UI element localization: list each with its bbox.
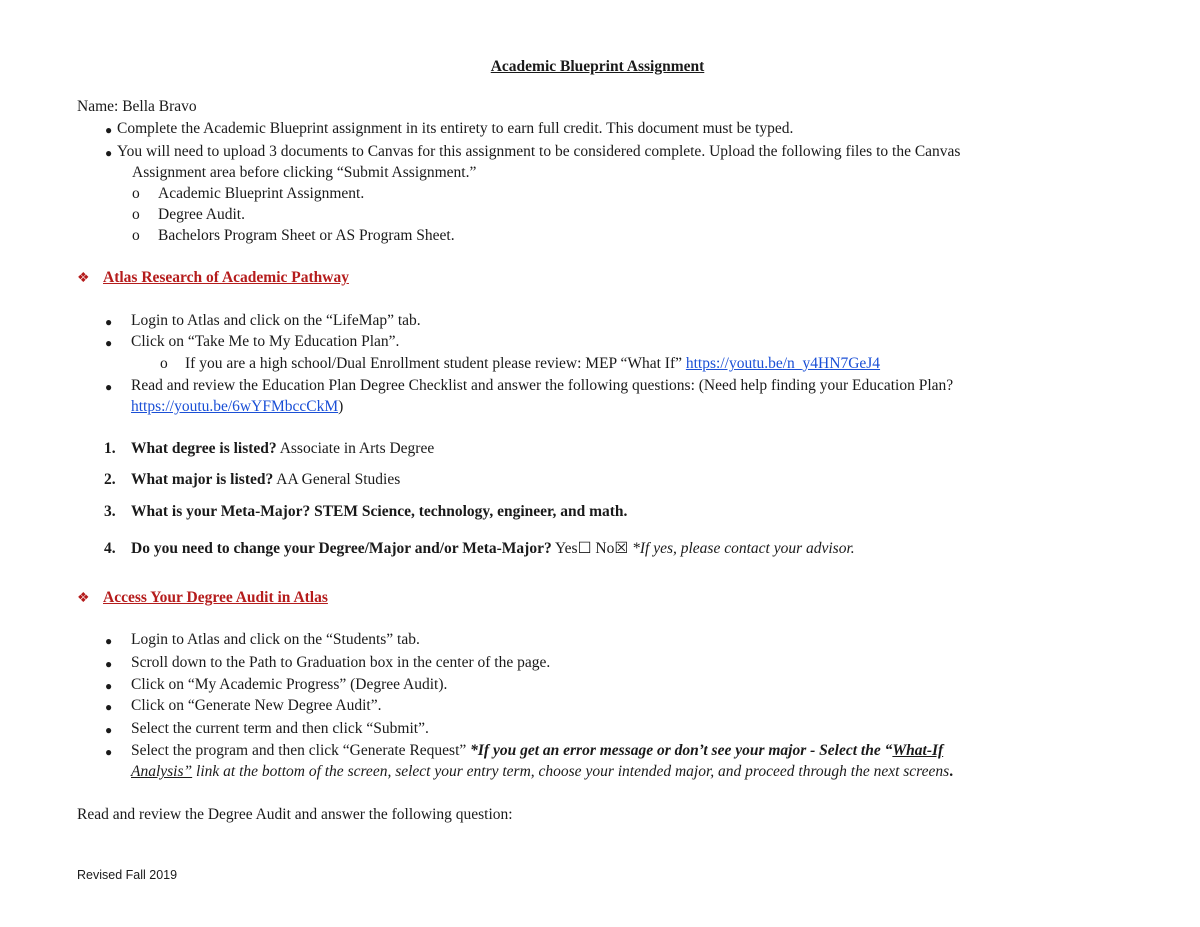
question-3-number: 3. [104,503,116,520]
section2-bullet-3: Click on “My Academic Progress” (Degree Audit). [131,676,448,693]
no-checkbox-checked[interactable]: ☒ [614,540,629,557]
bullet-icon: ● [105,380,113,394]
question-1-answer[interactable]: Associate in Arts Degree [276,440,435,457]
upload-file-3: Bachelors Program Sheet or AS Program Sheet. [158,227,455,244]
bullet-6-note-2: link at the bottom of the screen, select your entry term, choose your intended major, and proceed through the next screens [192,763,950,780]
section1-sub-item [185,355,880,374]
sub-item-text: If you are a high school/Dual Enrollment student please review: MEP “What If” [185,355,686,372]
no-label: No [591,540,615,557]
closing-paren: ) [338,398,344,415]
question-4-label: Do you need to change your Degree/Major and/or Meta-Major? [131,540,552,557]
question-1 [131,440,434,459]
upload-file-1: Academic Blueprint Assignment. [158,185,365,202]
section2-bullet-6 [131,742,943,761]
question-4-number: 4. [104,540,116,557]
yes-label: Yes [551,540,578,557]
question-1-label: What degree is listed? [131,440,277,457]
bullet-icon: ● [105,315,113,329]
document-title: Academic Blueprint Assignment [490,58,705,75]
section-heading-degree-audit: Access Your Degree Audit in Atlas [103,589,328,606]
bullet-icon: ● [105,679,113,693]
education-plan-help-link[interactable]: https://youtu.be/6wYFMbccCkM [131,398,339,415]
bullet-icon: ● [105,146,113,160]
bullet-icon: ● [105,745,113,759]
sub-bullet-marker: o [132,206,140,223]
bullet-icon: ● [105,723,113,737]
section1-bullet-3-cont [131,398,343,417]
sub-bullet-marker: o [160,355,168,372]
section1-bullet-2: Click on “Take Me to My Education Plan”. [131,333,400,350]
section2-bullet-4: Click on “Generate New Degree Audit”. [131,697,382,714]
bullet-6-note: *If you get an error message or don’t see your major - Select the “ [470,742,893,759]
mep-what-if-link[interactable]: https://youtu.be/n_y4HN7GeJ4 [685,355,881,372]
upload-file-2: Degree Audit. [158,206,245,223]
revision-footer: Revised Fall 2019 [77,868,178,882]
bullet-icon: ● [105,336,113,350]
yes-checkbox[interactable]: ☐ [577,540,592,557]
question-2 [131,471,400,490]
question-2-label: What major is listed? [131,471,274,488]
intro-bullet-2-cont: Assignment area before clicking “Submit Assignment.” [132,164,477,181]
question-2-answer[interactable]: AA General Studies [273,471,401,488]
closing-instruction: Read and review the Degree Audit and answer the following question: [77,806,513,823]
question-1-number: 1. [104,440,116,457]
diamond-bullet-icon: ❖ [77,591,90,606]
section1-bullet-1: Login to Atlas and click on the “LifeMap” tab. [131,312,421,329]
question-4 [131,540,855,559]
advisor-note: *If yes, please contact your advisor. [628,540,855,557]
analysis-link-text: Analysis” [131,763,193,780]
intro-bullet-2: You will need to upload 3 documents to Canvas for this assignment to be considered complete. Upload the following files to the Canvas [117,143,961,160]
section2-bullet-6-cont [131,763,953,782]
question-3: What is your Meta-Major? STEM Science, technology, engineer, and math. [131,503,628,520]
bullet-icon: ● [105,700,113,714]
sub-bullet-marker: o [132,185,140,202]
student-name: Name: Bella Bravo [77,98,197,115]
section1-bullet-3: Read and review the Education Plan Degree Checklist and answer the following questions: (Need help finding your Education Plan? [131,377,954,394]
bullet-icon: ● [105,634,113,648]
section2-bullet-1: Login to Atlas and click on the “Students” tab. [131,631,420,648]
sub-bullet-marker: o [132,227,140,244]
diamond-bullet-icon: ❖ [77,271,90,286]
intro-bullet-1: Complete the Academic Blueprint assignment in its entirety to earn full credit. This document must be typed. [117,120,794,137]
bullet-6-end: . [949,763,954,780]
section-heading-atlas-research: Atlas Research of Academic Pathway [103,269,349,286]
bullet-icon: ● [105,123,113,137]
question-2-number: 2. [104,471,116,488]
what-if-link-text: What-If [892,742,944,759]
bullet-icon: ● [105,657,113,671]
section2-bullet-5: Select the current term and then click “Submit”. [131,720,429,737]
section2-bullet-2: Scroll down to the Path to Graduation box in the center of the page. [131,654,551,671]
bullet-6-text: Select the program and then click “Generate Request” [131,742,471,759]
